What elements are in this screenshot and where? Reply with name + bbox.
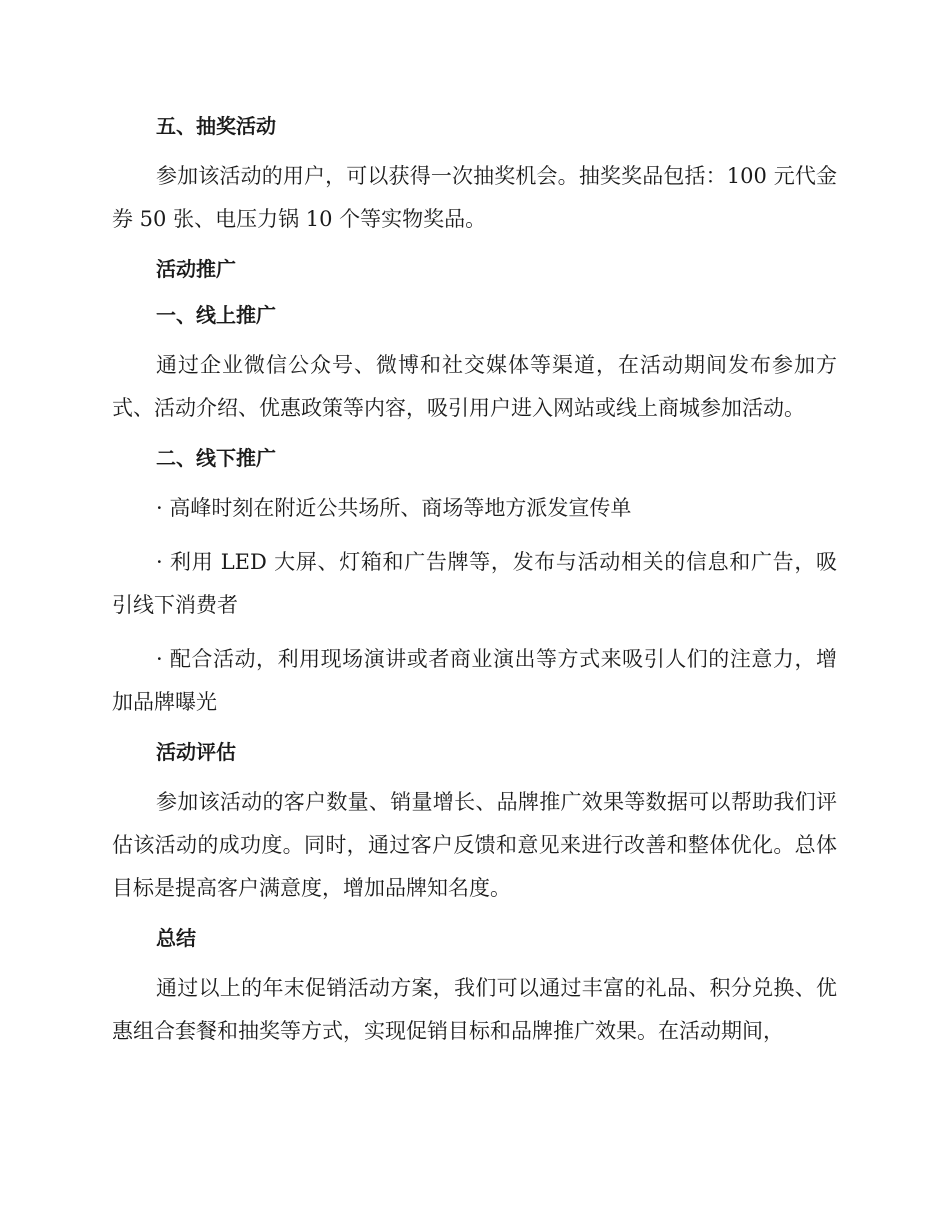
bullet-item-led-screens: · 利用 LED 大屏、灯箱和广告牌等，发布与活动相关的信息和广告，吸引线下消费者: [112, 550, 837, 617]
section-heading-online-promotion: 一、线上推广: [156, 303, 276, 327]
section-heading-summary: 总结: [156, 926, 196, 950]
section-heading-evaluation: 活动评估: [156, 740, 236, 764]
paragraph-lottery: 参加该活动的用户，可以获得一次抽奖机会。抽奖奖品包括：100 元代金券 50 张、电压力锅 10 个等实物奖品。: [112, 164, 837, 231]
bullet-item-live-events: · 配合活动，利用现场演讲或者商业演出等方式来吸引人们的注意力，增加品牌曝光: [112, 647, 837, 714]
paragraph-evaluation: 参加该活动的客户数量、销量增长、品牌推广效果等数据可以帮助我们评估该活动的成功度。同时，通过客户反馈和意见来进行改善和整体优化。总体目标是提高客户满意度，增加品牌知名度。: [112, 790, 837, 900]
bullet-item-flyers: · 高峰时刻在附近公共场所、商场等地方派发宣传单: [156, 496, 632, 520]
section-heading-promotion: 活动推广: [156, 257, 236, 281]
paragraph-summary: 通过以上的年末促销活动方案，我们可以通过丰富的礼品、积分兑换、优惠组合套餐和抽奖等方式，实现促销目标和品牌推广效果。在活动期间，: [112, 976, 837, 1043]
paragraph-online-promotion: 通过企业微信公众号、微博和社交媒体等渠道，在活动期间发布参加方式、活动介绍、优惠政策等内容，吸引用户进入网站或线上商城参加活动。: [112, 353, 837, 420]
section-heading-offline-promotion: 二、线下推广: [156, 446, 276, 470]
document-body: [112, 109, 837, 1064]
section-heading-lottery: 五、抽奖活动: [156, 114, 276, 138]
